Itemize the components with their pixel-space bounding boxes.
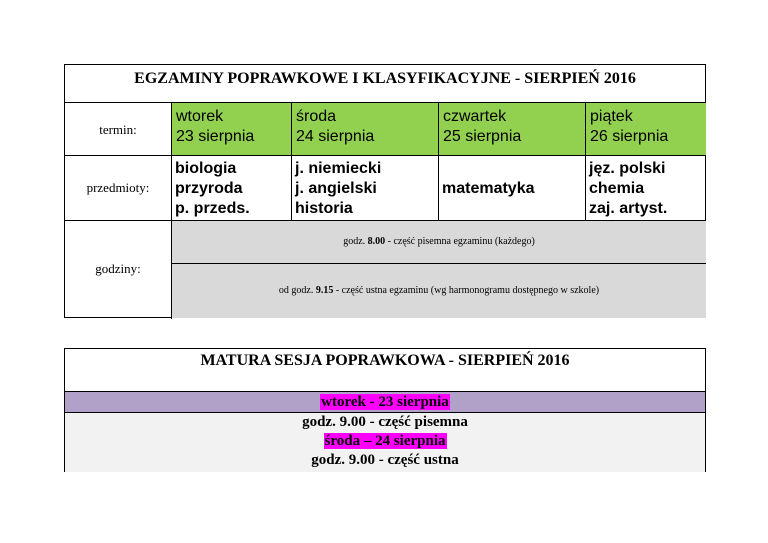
- matura-table: [64, 348, 706, 472]
- weekday-friday: piątek: [590, 108, 633, 125]
- exam-schedule-table: [64, 64, 706, 318]
- day-cell-wednesday: [292, 103, 438, 155]
- subjects-wednesday: [292, 156, 438, 220]
- grid-line: [585, 103, 586, 221]
- hours-oral-suffix: - część ustna egzaminu (wg harmonogramu dostępnego w szkole): [333, 285, 600, 296]
- hours-written-prefix: godz.: [343, 236, 368, 247]
- weekday-thursday: czwartek: [443, 108, 507, 125]
- weekday-tuesday: wtorek: [176, 108, 224, 125]
- date-friday: 26 sierpnia: [590, 128, 669, 145]
- matura-line-4: godz. 9.00 - część ustna: [311, 452, 459, 468]
- day-cell-thursday: [439, 103, 585, 155]
- weekday-wednesday: środa: [296, 108, 337, 125]
- subject: biologia: [175, 160, 237, 177]
- day-cell-tuesday: [172, 103, 291, 155]
- highlight-tuesday: wtorek - 23 sierpnia: [321, 394, 449, 410]
- matura-line-3: [65, 432, 705, 451]
- hours-oral-prefix: od godz.: [278, 285, 316, 296]
- subject: matematyka: [442, 180, 535, 197]
- matura-line-1: [65, 393, 705, 412]
- grid-line: [65, 155, 171, 156]
- day-cell-friday: [586, 103, 706, 155]
- subject: przyroda: [175, 180, 243, 197]
- grid-line: [171, 103, 172, 319]
- date-thursday: 25 sierpnia: [443, 128, 522, 145]
- subject: j. niemiecki: [295, 160, 382, 177]
- grid-line: [65, 220, 706, 221]
- grid-line: [291, 103, 292, 221]
- label-przedmioty: przedmioty:: [86, 180, 150, 195]
- subject: jęz. polski: [589, 160, 666, 177]
- subject: zaj. artyst.: [589, 200, 668, 217]
- hours-written-row: [172, 221, 706, 263]
- subjects-thursday: [439, 156, 585, 220]
- subject: p. przeds.: [175, 200, 250, 217]
- grid-line: [438, 103, 439, 221]
- highlight-wednesday: środa – 24 sierpnia: [324, 433, 446, 449]
- table2-title: MATURA SESJA POPRAWKOWA - SIERPIEŃ 2016: [200, 352, 570, 369]
- subjects-friday: [586, 156, 706, 220]
- table1-title: EGZAMINY POPRAWKOWE I KLASYFIKACYJNE - SIERPIEŃ 2016: [65, 65, 705, 103]
- subject: historia: [295, 200, 353, 217]
- label-godziny: godziny:: [95, 261, 141, 276]
- date-wednesday: 24 sierpnia: [296, 128, 375, 145]
- hours-oral-row: [172, 264, 706, 318]
- label-termin: termin:: [99, 122, 137, 137]
- hours-written-time: 8.00: [367, 236, 386, 247]
- hours-written-suffix: - część pisemna egzaminu (każdego): [385, 236, 535, 247]
- subject: j. angielski: [295, 180, 377, 197]
- subjects-tuesday: [172, 156, 291, 220]
- subject: chemia: [589, 180, 645, 197]
- grid-line: [171, 263, 706, 264]
- matura-line-2: godz. 9.00 - część pisemna: [302, 414, 468, 430]
- hours-oral-time: 9.15: [315, 285, 334, 296]
- grid-line: [171, 155, 706, 156]
- date-tuesday: 23 sierpnia: [176, 128, 255, 145]
